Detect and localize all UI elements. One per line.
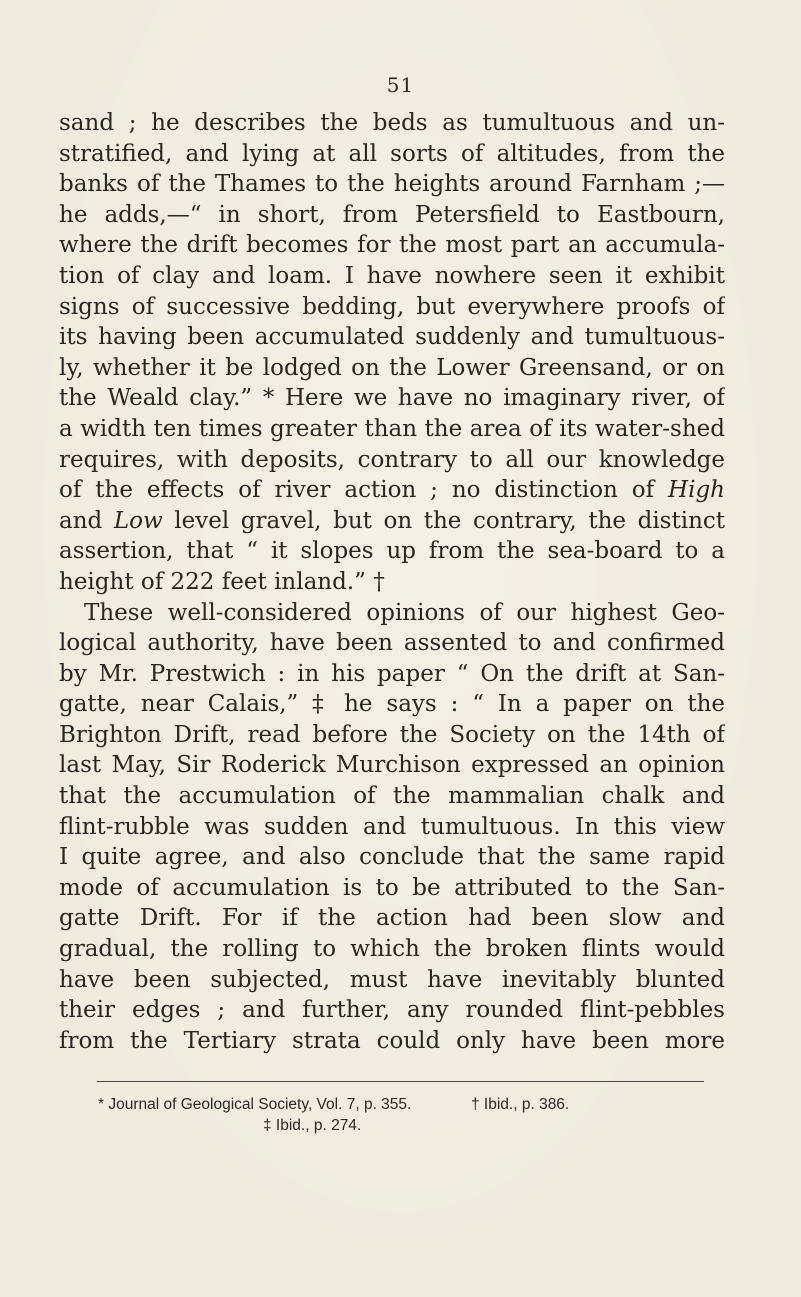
text-line: assertion, that “ it slopes up from the sea-board to a — [59, 538, 725, 565]
body-text — [59, 108, 725, 1056]
text-line: gatte Drift. For if the action had been slow and — [59, 905, 725, 932]
text-line: of the effects of river action ; no distinction of High — [59, 477, 725, 504]
text-line: that the accumulation of the mammalian chalk and — [59, 783, 725, 810]
text-line: requires, with deposits, contrary to all our knowledge — [59, 446, 725, 473]
text-line: gatte, near Calais,” ‡ he says : “ In a paper on the — [59, 691, 725, 718]
text-line: stratified, and lying at all sorts of altitudes, from the — [59, 140, 725, 167]
text-line: he adds,—“ in short, from Petersfield to Eastbourn, — [59, 201, 725, 228]
text-line: its having been accumulated suddenly and tumultuous- — [59, 324, 725, 351]
footnote-row — [98, 1115, 708, 1136]
text-line: where the drift becomes for the most part an accumula- — [59, 232, 725, 259]
text-line: signs of successive bedding, but everywhere proofs of — [59, 293, 725, 320]
text-line: sand ; he describes the beds as tumultuous and un- — [59, 110, 725, 136]
text-line: mode of accumulation is to be attributed to the San- — [59, 874, 725, 901]
footnotes — [98, 1094, 708, 1136]
footnote-double-dagger: ‡ Ibid., p. 274. — [263, 1117, 362, 1134]
text-line: banks of the Thames to the heights around Farnham ;— — [59, 171, 725, 198]
text-line: height of 222 feet inland.” † — [59, 568, 385, 595]
text-line: tion of clay and loam. I have nowhere seen it exhibit — [59, 262, 725, 289]
text-line: logical authority, have been assented to and confirmed — [59, 630, 725, 657]
text-line: I quite agree, and also conclude that the same rapid — [59, 844, 725, 871]
page-number: 51 — [386, 73, 415, 97]
text-line: last May, Sir Roderick Murchison expressed an opinion — [59, 752, 725, 779]
footnote-divider — [97, 1081, 704, 1082]
text-line: Brighton Drift, read before the Society on the 14th of — [59, 721, 725, 748]
text-line: their edges ; and further, any rounded flint-pebbles — [59, 997, 725, 1024]
text-line: have been subjected, must have inevitably blunted — [59, 966, 725, 993]
footnote-row — [98, 1094, 708, 1115]
text-line: a width ten times greater than the area of its water-shed — [59, 415, 725, 442]
text-line: gradual, the rolling to which the broken flints would — [59, 936, 725, 963]
text-line: flint-rubble was sudden and tumultuous. In this view — [59, 813, 725, 840]
footnote-dagger: † Ibid., p. 386. — [471, 1096, 570, 1113]
text-line: by Mr. Prestwich : in his paper “ On the drift at San- — [59, 660, 725, 687]
text-line: These well-considered opinions of our highest Geo- — [84, 599, 725, 626]
text-line: from the Tertiary strata could only have been more — [59, 1027, 725, 1054]
text-line: and Low level gravel, but on the contrary, the distinct — [59, 507, 725, 534]
text-line: ly, whether it be lodged on the Lower Greensand, or on — [59, 354, 725, 381]
footnote-star: * Journal of Geological Society, Vol. 7, p. 355. — [98, 1096, 412, 1113]
text-line: the Weald clay.” * Here we have no imaginary river, of — [59, 385, 725, 412]
